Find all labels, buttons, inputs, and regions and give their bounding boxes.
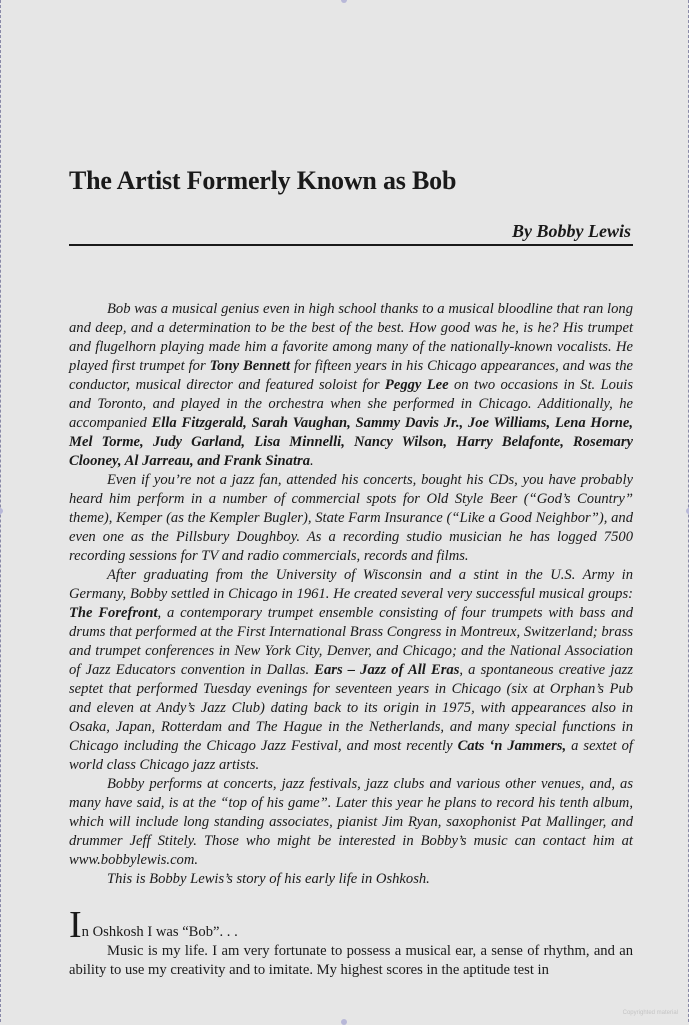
bio-paragraph-1: Bob was a musical genius even in high school thanks to a musical bloodline that ran long and deep, and a determination to be the best of the best. How good was he, is he? His trumpet and flugelhorn playing made him a favorite among many of the nationally-known vocalists. He played first trumpet for Tony Bennett for fifteen years in his Chicago appearances, and was the conductor, musical director and featured soloist for Peggy Lee on two occasions in St. Louis and Toronto, and played in the orchestra when she performed in Chicago. Additionally, he accompanied Ella Fitzgerald, Sarah Vaughan, Sammy Davis Jr., Joe Williams, Lena Horne, Mel Torme, Judy Garland, Lisa Minnelli, Nancy Wilson, Harry Belafonte, Rosemary Clooney, Al Jarreau, and Frank Sinatra. (69, 301, 634, 469)
article-byline: By Bobby Lewis (512, 221, 631, 241)
drop-cap: I (69, 904, 82, 946)
bold-group-name: Ears – Jazz of All Eras (314, 662, 460, 678)
article-title: The Artist Formerly Known as Bob (69, 166, 457, 195)
bio-paragraph-2: Even if you’re not a jazz fan, attended his concerts, bought his CDs, you have probably heard him perform in a number of commercial spots for Old Style Beer (“God’s Country” theme), Kemper (as the Kempler Bugler), State Farm Insurance (“Like a Good Neighbor”), and even one as the Pillsbury Doughboy. As a recording studio musician he has logged 7500 recording sessions for TV and radio commercials, records and films. (69, 472, 633, 564)
page-edge-marker-top (341, 0, 347, 3)
bio-paragraph-3: After graduating from the University of Wisconsin and a stint in the U.S. Army in Germany, Bobby settled in Chicago in 1961. He created several very successful musical groups: The Forefront, a contemporary trumpet ensemble consisting of four trumpets with bass and drums that performed at the First International Brass Congress in Montreux, Switzerland; brass and trumpet conferences in New York City, Denver, and Chicago; and the National Association of Jazz Educators convention in Dallas. Ears – Jazz of All Eras, a spontaneous creative jazz septet that performed Tuesday evenings for seventeen years in Chicago (six at Orphan’s Pub and eleven at Andy’s Jazz Club) dating back to its origin in 1975, with appearances also in Osaka, Japan, Rotterdam and The Hague in the Netherlands, and many special functions in Chicago including the Chicago Jazz Festival, and most recently Cats ‘n Jammers, a sextet of world class Chicago jazz artists. (69, 567, 633, 773)
bold-name-list: Ella Fitzgerald, Sarah Vaughan, Sammy Davis Jr., Joe Williams, Lena Horne, Mel Torme, Judy Garland, Lisa Minnelli, Nancy Wilson, Harry Belafonte, Rosemary Clooney, Al Jarreau, and Frank Sinatra (69, 415, 633, 469)
story-opening: In Oshkosh I was “Bob”. . . (69, 904, 238, 946)
story-body (69, 904, 633, 980)
story-paragraph-1: Music is my life. I am very fortunate to possess a musical ear, a sense of rhythm, and an ability to use my creativity and to imitate. My highest scores in the aptitude test in (69, 943, 633, 978)
bold-name: Tony Bennett (209, 358, 291, 374)
page-edge-marker-left (0, 508, 3, 514)
bold-name: Peggy Lee (384, 377, 449, 393)
bio-paragraph-4: Bobby performs at concerts, jazz festivals, jazz clubs and various other venues, and, as many have said, is at the “top of his game”. Later this year he plans to record his tenth album, which will include long standing associates, pianist Jim Ryan, saxophonist Pat Mallinger, and drummer Jeff Stitely. Those who might be interested in Bobby’s music can contact him at www.bobbylewis.com. (69, 776, 633, 868)
bio-paragraph-5: This is Bobby Lewis’s story of his early life in Oshkosh. (107, 871, 430, 887)
author-bio (69, 300, 633, 889)
title-divider (69, 244, 633, 246)
copyright-notice: Copyrighted material (622, 1010, 678, 1016)
bold-group-name: The Forefront (69, 605, 158, 621)
bold-group-name: Cats ‘n Jammers, (457, 738, 567, 754)
page-edge-marker-bottom (341, 1019, 347, 1025)
